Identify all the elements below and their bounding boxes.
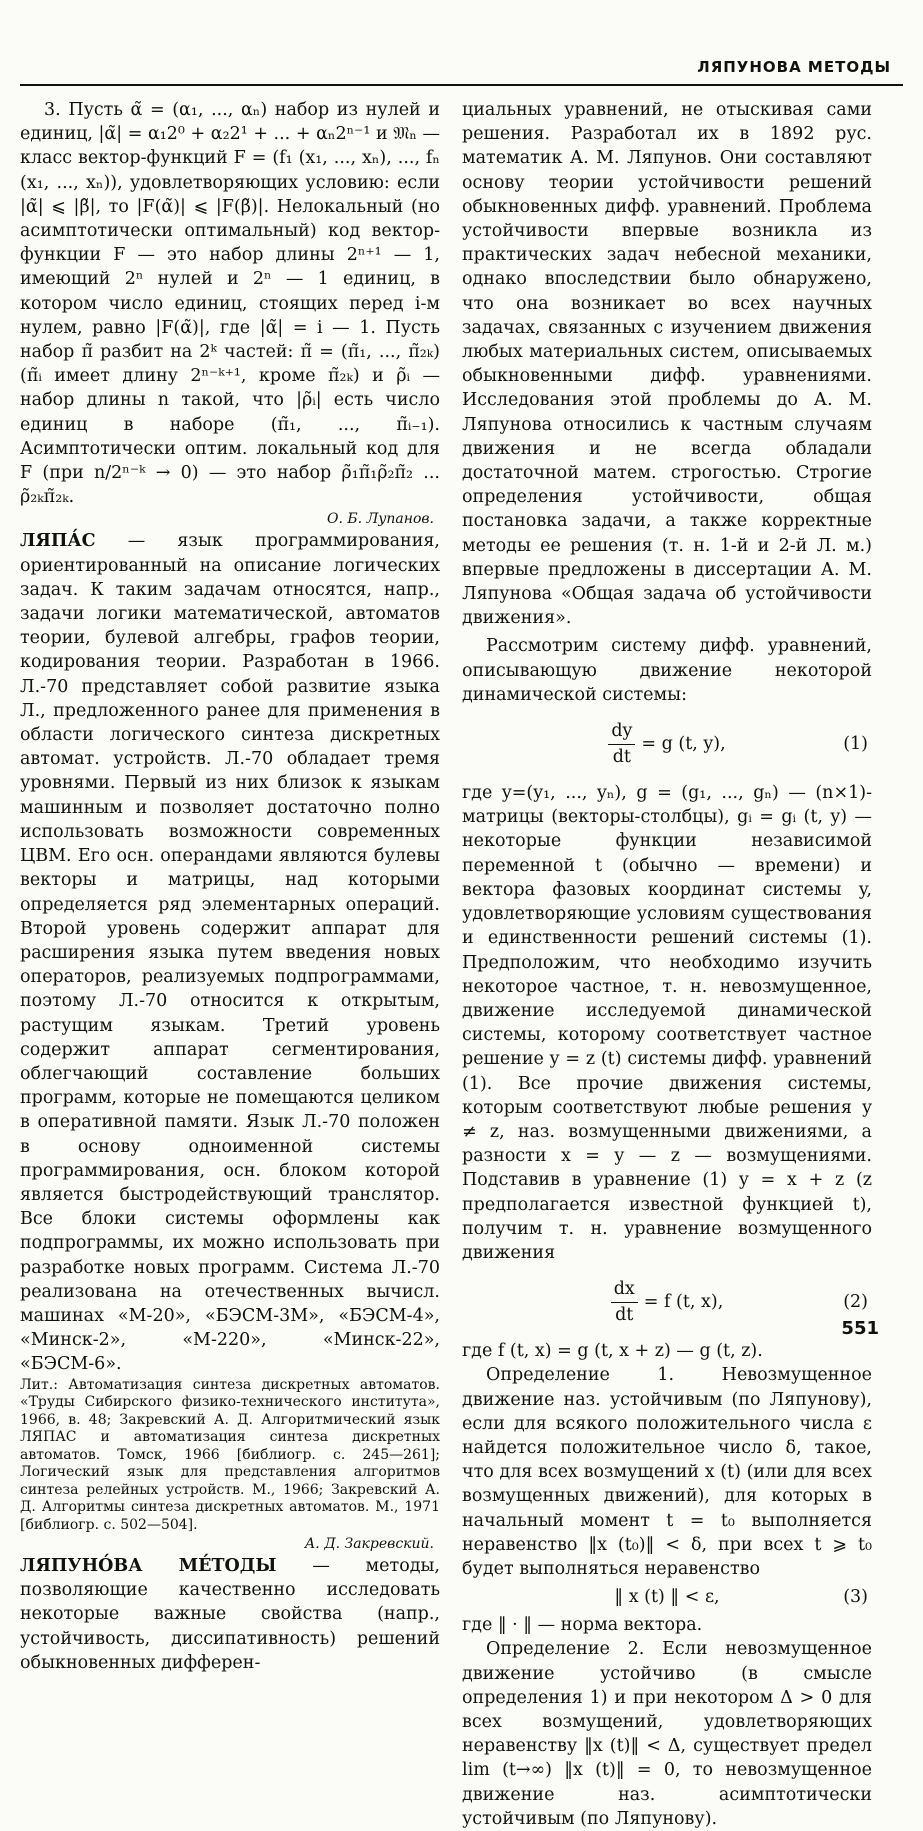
running-head: ЛЯПУНОВА МЕТОДЫ (697, 58, 891, 76)
literature-block: Лит.: Автоматизация синтеза дискретных автоматов. «Труды Сибирского физико-технического института», 1966, в. 48; Закревский А. Д. Алгоритмический язык ЛЯПАС и автоматизация синтеза дискретных автоматов. Томск, 1966 [библиогр. с. 245—261]; Логический язык для представления алгоритмов синтеза релейных устройств. М., 1966; Закревский А. Д. Алгоритмы синтеза дискретных автоматов. М., 1971 [библиогр. с. 502—504]. (20, 1376, 440, 1533)
equation-2-rhs: = f (t, x), (643, 1292, 724, 1313)
signature-zakrevsky: А. Д. Закревский. (304, 1536, 434, 1553)
equation-3 (462, 1583, 872, 1611)
equation-1-fraction (608, 719, 635, 768)
norm-note: где ‖ · ‖ — норма вектора. (462, 1615, 703, 1636)
equation-2-numerator: dx (611, 1277, 638, 1302)
left-column (20, 98, 440, 1675)
f-definition: где f (t, x) = g (t, x + z) — g (t, z). (462, 1341, 763, 1362)
equation-1-denominator: dt (612, 746, 631, 767)
equation-1-numerator: dy (608, 719, 635, 744)
equation-1-label: (1) (843, 733, 868, 754)
definition-2: Определение 2. Если невозмущенное движение устойчиво (в смысле определения 1) и при некотором Δ > 0 для всех возмущений, удовлетворяющих неравенству ‖x (t)‖ < Δ, существует предел lim (t→∞) ‖x (t)‖ = 0, то невозмущенное движение наз. асимптотически устойчивым (по Ляпунову). (462, 1639, 872, 1829)
header-rule (20, 84, 903, 86)
intro-paragraph: циальных уравнений, не отыскивая сами решения. Разработал их в 1892 рус. математик А. М. Ляпунов. Они составляют основу теории устойчивости решений обыкновенных дифф. уравнений. Проблема устойчивости впервые возникла из практических задач небесной механики, однако впоследствии было обнаружено, что она возникает во всех научных задачах, связанных с изучением движения любых материальных систем, описываемых обыкновенными дифф. уравнениями. Исследования этой проблемы до А. М. Ляпунова относились к частным случаям движения и не всегда обладали достаточной матем. строгостью. Строгие определения устойчивости, общая постановка задачи, а также корректные методы ее решения (т. н. 1-й и 2-й Л. м.) впервые предложены в диссертации А. М. Ляпунова «Общая задача об устойчивости движения». (462, 100, 872, 629)
signature-lupanov: О. Б. Лупанов. (327, 511, 434, 528)
definitions-paragraph: где y=(y₁, ..., yₙ), g = (g₁, ..., gₙ) — (n×1)-матрицы (векторы-столбцы), gᵢ = gᵢ (t, y) — некоторые функции независимой переменной t (обычно — времени) и вектора фазовых координат системы y, удовлетворяющие условиям существования и единственности решений системы (1). Предположим, что необходимо изучить некоторое частное, т. н. невозмущенное, движение исследуемой динамической системы, которому соответствует частное решение y = z (t) системы дифф. уравнений (1). Все прочие движения системы, которым соответствуют любые решения y ≠ z, наз. возмущенными движениями, а разности x = y — z — возмущениями. Подставив в уравнение (1) y = x + z (z предполагается известной функцией t), получим т. н. уравнение возмущенного движения (462, 783, 872, 1263)
equation-2-denominator: dt (615, 1304, 634, 1325)
equation-3-label: (3) (843, 1587, 868, 1608)
equation-1-rhs: = g (t, y), (641, 733, 726, 754)
equation-2-label: (2) (843, 1292, 868, 1313)
equation-1 (462, 717, 872, 771)
lyapas-term: ЛЯПА́С (20, 531, 96, 552)
definition-1: Определение 1. Невозмущенное движение наз. устойчивым (по Ляпунову), если для всякого положительного числа ε найдется положительное число δ, такое, что для всех возмущений x (t) (или для всех возмущенных движений), для которых в начальный момент t = t₀ выполняется неравенство ‖x (t₀)‖ < δ, при всех t ⩾ t₀ будет выполняться неравенство (462, 1365, 872, 1579)
lyapunov-methods-term: ЛЯПУНО́ВА МЕ́ТОДЫ (20, 1556, 277, 1577)
equation-2 (462, 1275, 872, 1329)
lyapas-text: — язык программирования, ориентированный на описание логических задач. К таким задачам относятся, напр., задачи логики математической, автоматов теории, булевой алгебры, графов теории, кодирования теории. Разработан в 1966. Л.-70 представляет собой развитие языка Л., предложенного ранее для применения в области логического синтеза дискретных автомат. устройств. Л.-70 обладает тремя уровнями. Первый из них близок к языкам машинным и позволяет достаточно полно использовать возможности современных ЦВМ. Его осн. операндами являются булевы векторы и матрицы, над которыми определяется ряд элементарных операций. Второй уровень содержит аппарат для расширения языка путем введения новых операторов, реализуемых подпрограммами, поэтому Л.-70 относится к открытым, растущим языкам. Третий уровень содержит аппарат сегментирования, облегчающий составление больших программ, которые не помещаются целиком в оперативной памяти. Язык Л.-70 положен в основу одноименной системы программирования, осн. блоком которой является быстродействующий транслятор. Все блоки системы оформлены как подпрограммы, их можно использовать при разработке новых программ. Система Л.-70 реализована на отечественных вычисл. машинах «М-20», «БЭСМ-3М», «БЭСМ-4», «Минск-2», «М-220», «Минск-22», «БЭСМ-6». (20, 531, 440, 1375)
system-paragraph: Рассмотрим систему дифф. уравнений, описывающую движение некоторой динамической системы: (462, 636, 872, 705)
right-column (462, 98, 872, 1831)
lyapas-entry (20, 529, 440, 1376)
lyapunov-methods-entry (20, 1554, 440, 1675)
equation-2-fraction (611, 1277, 638, 1326)
item-3-paragraph: 3. Пусть α̃ = (α₁, ..., αₙ) набор из нулей и единиц, |α̃| = α₁2⁰ + α₂2¹ + ... + αₙ2ⁿ⁻¹ и 𝔐ₙ — класс вектор-функций F = (f₁ (x₁, ..., xₙ), ..., fₙ (x₁, ..., xₙ)), удовлетворяющих условию: если |α̃| ⩽ |β̃|, то |F(α̃)| ⩽ |F(β̃)|. Нелокальный (но асимптотически оптимальный) код вектор-функции F — это набор длины 2ⁿ⁺¹ — 1, имеющий 2ⁿ нулей и 2ⁿ — 1 единиц, в котором число единиц, стоящих перед i-м нулем, равно |F(α̃)|, где |α̃| = i — 1. Пусть набор π̃ разбит на 2ᵏ частей: π̃ = (π̃₁, ..., π̃₂ₖ) (π̃ᵢ имеет длину 2ⁿ⁻ᵏ⁺¹, кроме π̃₂ₖ) и ρ̃ᵢ — набор длины n такой, что |ρ̃ᵢ| есть число единиц в наборе (π̃₁, ..., π̃ᵢ₋₁). Асимптотически оптим. локальный код для F (при n/2ⁿ⁻ᵏ → 0) — это набор ρ̃₁π̃₁ρ̃₂π̃₂ ... ρ̃₂ₖπ̃₂ₖ. (20, 100, 440, 508)
lyapunov-methods-text: — методы, позволяющие качественно исследовать некоторые важные свойства (напр., устойчивость, диссипативность) решений обыкновенных дифферен- (20, 1556, 440, 1673)
equation-3-expr: ‖ x (t) ‖ < ε, (614, 1587, 720, 1608)
page-number: 551 (841, 1318, 879, 1339)
